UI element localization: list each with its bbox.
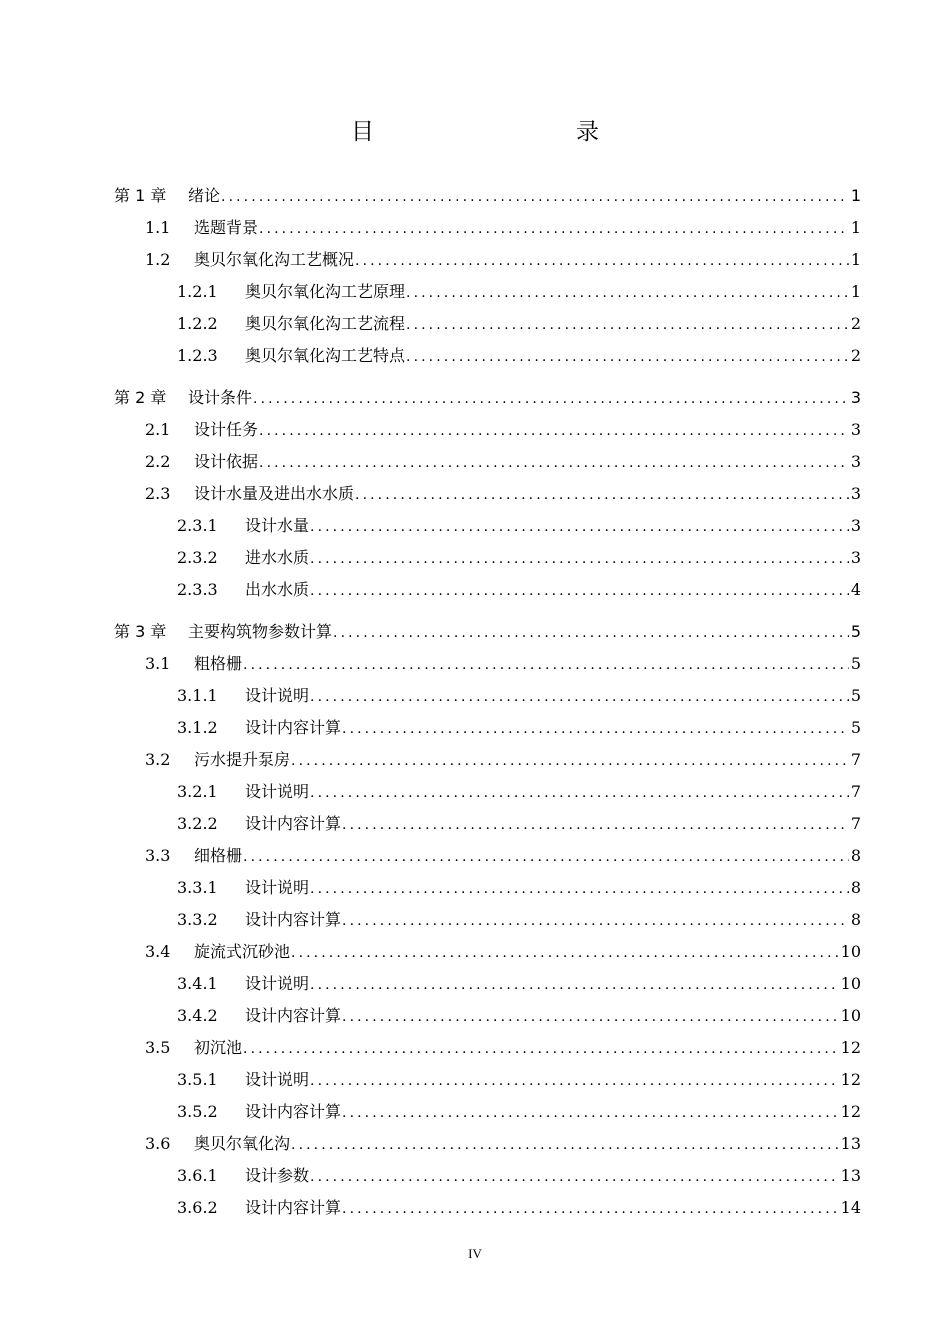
toc-dot-leader (291, 941, 839, 965)
toc-dot-leader (243, 1037, 839, 1061)
toc-section-entry[interactable] (145, 450, 861, 474)
toc-entry-number: 3.6 (145, 1134, 171, 1153)
toc-section-entry[interactable] (177, 812, 861, 836)
toc-dot-leader (342, 1101, 839, 1125)
toc-entry-number: 3.1 (145, 654, 171, 673)
toc-entry-page-number: 10 (840, 942, 861, 961)
toc-entry-label: 选题背景 (194, 218, 259, 237)
toc-entry-label: 设计内容计算 (245, 910, 342, 929)
toc-entry-label: 设计内容计算 (245, 718, 342, 737)
toc-dot-leader (310, 1165, 839, 1189)
toc-entry-label: 出水水质 (245, 580, 310, 599)
toc-dot-leader (291, 749, 849, 773)
toc-entry-page-number: 7 (850, 750, 861, 769)
toc-entry-label: 奥贝尔氧化沟工艺原理 (245, 282, 406, 301)
toc-entry-page-number: 3 (850, 484, 861, 503)
page-number-footer: IV (468, 1246, 482, 1261)
toc-entry-number: 3.1.2 (177, 718, 218, 737)
toc-entry-page-number: 7 (850, 782, 861, 801)
toc-section-entry[interactable] (145, 1132, 861, 1156)
toc-section-entry[interactable] (145, 216, 861, 240)
toc-section-entry[interactable] (177, 1196, 861, 1220)
toc-entry-page-number: 12 (840, 1038, 861, 1057)
toc-entry-number: 3.6.2 (177, 1198, 218, 1217)
toc-entry-page-number: 5 (850, 654, 861, 673)
toc-entry-label: 设计条件 (188, 388, 253, 407)
toc-entry-page-number: 10 (840, 974, 861, 993)
toc-entry-number: 3.5.1 (177, 1070, 218, 1089)
toc-dot-leader (310, 877, 849, 901)
toc-section-entry[interactable] (177, 344, 861, 368)
toc-entry-page-number: 8 (850, 846, 861, 865)
toc-section-entry[interactable] (177, 1164, 861, 1188)
toc-section-entry[interactable] (177, 780, 861, 804)
toc-dot-leader (333, 621, 849, 645)
toc-entry-label: 设计水量 (245, 516, 310, 535)
toc-entry-number: 3.4.1 (177, 974, 218, 993)
toc-entry-number: 3.4.2 (177, 1006, 218, 1025)
toc-entry-number: 2.1 (145, 420, 171, 439)
toc-entry-page-number: 13 (840, 1134, 861, 1153)
toc-entry-label: 奥贝尔氧化沟工艺概况 (194, 250, 355, 269)
toc-entry-number: 第 3 章 (114, 622, 167, 641)
toc-dot-leader (243, 845, 849, 869)
toc-section-entry[interactable] (177, 514, 861, 538)
toc-section-entry[interactable] (145, 844, 861, 868)
toc-entry-label: 设计依据 (194, 452, 259, 471)
toc-entry-page-number: 1 (850, 282, 861, 301)
toc-section-entry[interactable] (177, 972, 861, 996)
toc-entry-page-number: 13 (840, 1166, 861, 1185)
toc-entry-label: 主要构筑物参数计算 (188, 622, 333, 641)
toc-entry-number: 2.3.3 (177, 580, 218, 599)
toc-entry-number: 3.3.2 (177, 910, 218, 929)
toc-dot-leader (259, 451, 849, 475)
toc-entry-page-number: 2 (850, 346, 861, 365)
toc-section-entry[interactable] (145, 652, 861, 676)
toc-section-entry[interactable] (145, 482, 861, 506)
toc-entry-number: 第 1 章 (114, 186, 167, 205)
toc-entry-label: 设计内容计算 (245, 1198, 342, 1217)
toc-section-entry[interactable] (177, 1004, 861, 1028)
toc-entry-label: 设计说明 (245, 686, 310, 705)
toc-entry-page-number: 7 (850, 814, 861, 833)
toc-entry-page-number: 2 (850, 314, 861, 333)
toc-entry-label: 粗格栅 (194, 654, 243, 673)
toc-section-entry[interactable] (177, 546, 861, 570)
toc-entry-label: 设计说明 (245, 1070, 310, 1089)
toc-section-entry[interactable] (177, 312, 861, 336)
toc-entry-page-number: 3 (850, 516, 861, 535)
toc-section-entry[interactable] (177, 280, 861, 304)
toc-entry-page-number: 5 (850, 718, 861, 737)
toc-dot-leader (221, 185, 849, 209)
toc-entry-number: 2.3 (145, 484, 171, 503)
toc-dot-leader (342, 813, 849, 837)
toc-section-entry[interactable] (177, 908, 861, 932)
toc-entry-label: 设计说明 (245, 782, 310, 801)
toc-section-entry[interactable] (145, 1036, 861, 1060)
toc-entry-label: 奥贝尔氧化沟工艺流程 (245, 314, 406, 333)
toc-entry-page-number: 5 (850, 686, 861, 705)
toc-section-entry[interactable] (177, 578, 861, 602)
toc-chapter-entry[interactable] (114, 184, 861, 208)
toc-entry-page-number: 3 (850, 452, 861, 471)
toc-entry-number: 3.5 (145, 1038, 171, 1057)
toc-dot-leader (310, 781, 849, 805)
toc-entry-page-number: 8 (850, 878, 861, 897)
toc-dot-leader (310, 515, 849, 539)
toc-dot-leader (355, 249, 849, 273)
toc-entry-number: 第 2 章 (114, 388, 167, 407)
toc-section-entry[interactable] (177, 1068, 861, 1092)
toc-dot-leader (291, 1133, 839, 1157)
toc-entry-page-number: 5 (850, 622, 861, 641)
toc-dot-leader (406, 281, 849, 305)
toc-dot-leader (243, 653, 849, 677)
toc-dot-leader (259, 419, 849, 443)
toc-dot-leader (310, 1069, 839, 1093)
toc-entry-number: 3.2.2 (177, 814, 218, 833)
toc-entry-number: 1.2.1 (177, 282, 218, 301)
toc-chapter-entry[interactable] (114, 620, 861, 644)
toc-entry-label: 污水提升泵房 (194, 750, 291, 769)
toc-entry-page-number: 3 (850, 548, 861, 567)
toc-section-entry[interactable] (177, 876, 861, 900)
toc-dot-leader (406, 345, 849, 369)
toc-chapter-entry[interactable] (114, 386, 861, 410)
toc-entry-number: 3.6.1 (177, 1166, 218, 1185)
toc-entry-number: 3.1.1 (177, 686, 218, 705)
toc-dot-leader (342, 717, 849, 741)
toc-entry-label: 设计内容计算 (245, 1006, 342, 1025)
toc-entry-label: 进水水质 (245, 548, 310, 567)
toc-entry-page-number: 8 (850, 910, 861, 929)
toc-dot-leader (342, 1005, 839, 1029)
toc-dot-leader (310, 547, 849, 571)
toc-entry-label: 设计说明 (245, 974, 310, 993)
toc-entry-label: 设计内容计算 (245, 1102, 342, 1121)
toc-dot-leader (406, 313, 849, 337)
toc-dot-leader (342, 1197, 839, 1221)
toc-entry-label: 设计任务 (194, 420, 259, 439)
toc-dot-leader (259, 217, 849, 241)
toc-section-entry[interactable] (177, 716, 861, 740)
toc-section-entry[interactable] (145, 940, 861, 964)
toc-entry-label: 设计参数 (245, 1166, 310, 1185)
toc-section-entry[interactable] (145, 248, 861, 272)
page-title: 目 录 (351, 119, 651, 145)
toc-dot-leader (342, 909, 849, 933)
toc-entry-page-number: 3 (850, 388, 861, 407)
toc-dot-leader (253, 387, 849, 411)
toc-entry-label: 初沉池 (194, 1038, 243, 1057)
toc-entry-number: 3.3.1 (177, 878, 218, 897)
toc-entry-number: 1.2.3 (177, 346, 218, 365)
toc-entry-number: 2.3.1 (177, 516, 218, 535)
toc-entry-page-number: 12 (840, 1070, 861, 1089)
toc-entry-page-number: 4 (850, 580, 861, 599)
toc-dot-leader (355, 483, 849, 507)
toc-entry-number: 3.2.1 (177, 782, 218, 801)
toc-section-entry[interactable] (145, 418, 861, 442)
toc-entry-page-number: 10 (840, 1006, 861, 1025)
toc-entry-page-number: 3 (850, 420, 861, 439)
toc-entry-label: 设计内容计算 (245, 814, 342, 833)
toc-entry-label: 设计水量及进出水水质 (194, 484, 355, 503)
toc-entry-label: 绪论 (188, 186, 221, 205)
toc-entry-page-number: 12 (840, 1102, 861, 1121)
toc-entry-number: 3.3 (145, 846, 171, 865)
toc-section-entry[interactable] (177, 684, 861, 708)
toc-section-entry[interactable] (145, 748, 861, 772)
toc-entry-number: 3.4 (145, 942, 171, 961)
toc-entry-number: 1.2.2 (177, 314, 218, 333)
toc-entry-page-number: 1 (850, 250, 861, 269)
toc-entry-number: 2.2 (145, 452, 171, 471)
toc-section-entry[interactable] (177, 1100, 861, 1124)
toc-entry-label: 奥贝尔氧化沟工艺特点 (245, 346, 406, 365)
toc-dot-leader (310, 973, 839, 997)
toc-entry-number: 2.3.2 (177, 548, 218, 567)
toc-entry-number: 3.2 (145, 750, 171, 769)
toc-entry-number: 1.2 (145, 250, 171, 269)
toc-entry-label: 奥贝尔氧化沟 (194, 1134, 291, 1153)
toc-dot-leader (310, 685, 849, 709)
toc-entry-page-number: 14 (840, 1198, 861, 1217)
toc-entry-number: 1.1 (145, 218, 171, 237)
toc-entry-label: 设计说明 (245, 878, 310, 897)
toc-entry-label: 旋流式沉砂池 (194, 942, 291, 961)
toc-dot-leader (310, 579, 849, 603)
toc-entry-number: 3.5.2 (177, 1102, 218, 1121)
toc-entry-page-number: 1 (850, 186, 861, 205)
toc-entry-page-number: 1 (850, 218, 861, 237)
toc-entry-label: 细格栅 (194, 846, 243, 865)
